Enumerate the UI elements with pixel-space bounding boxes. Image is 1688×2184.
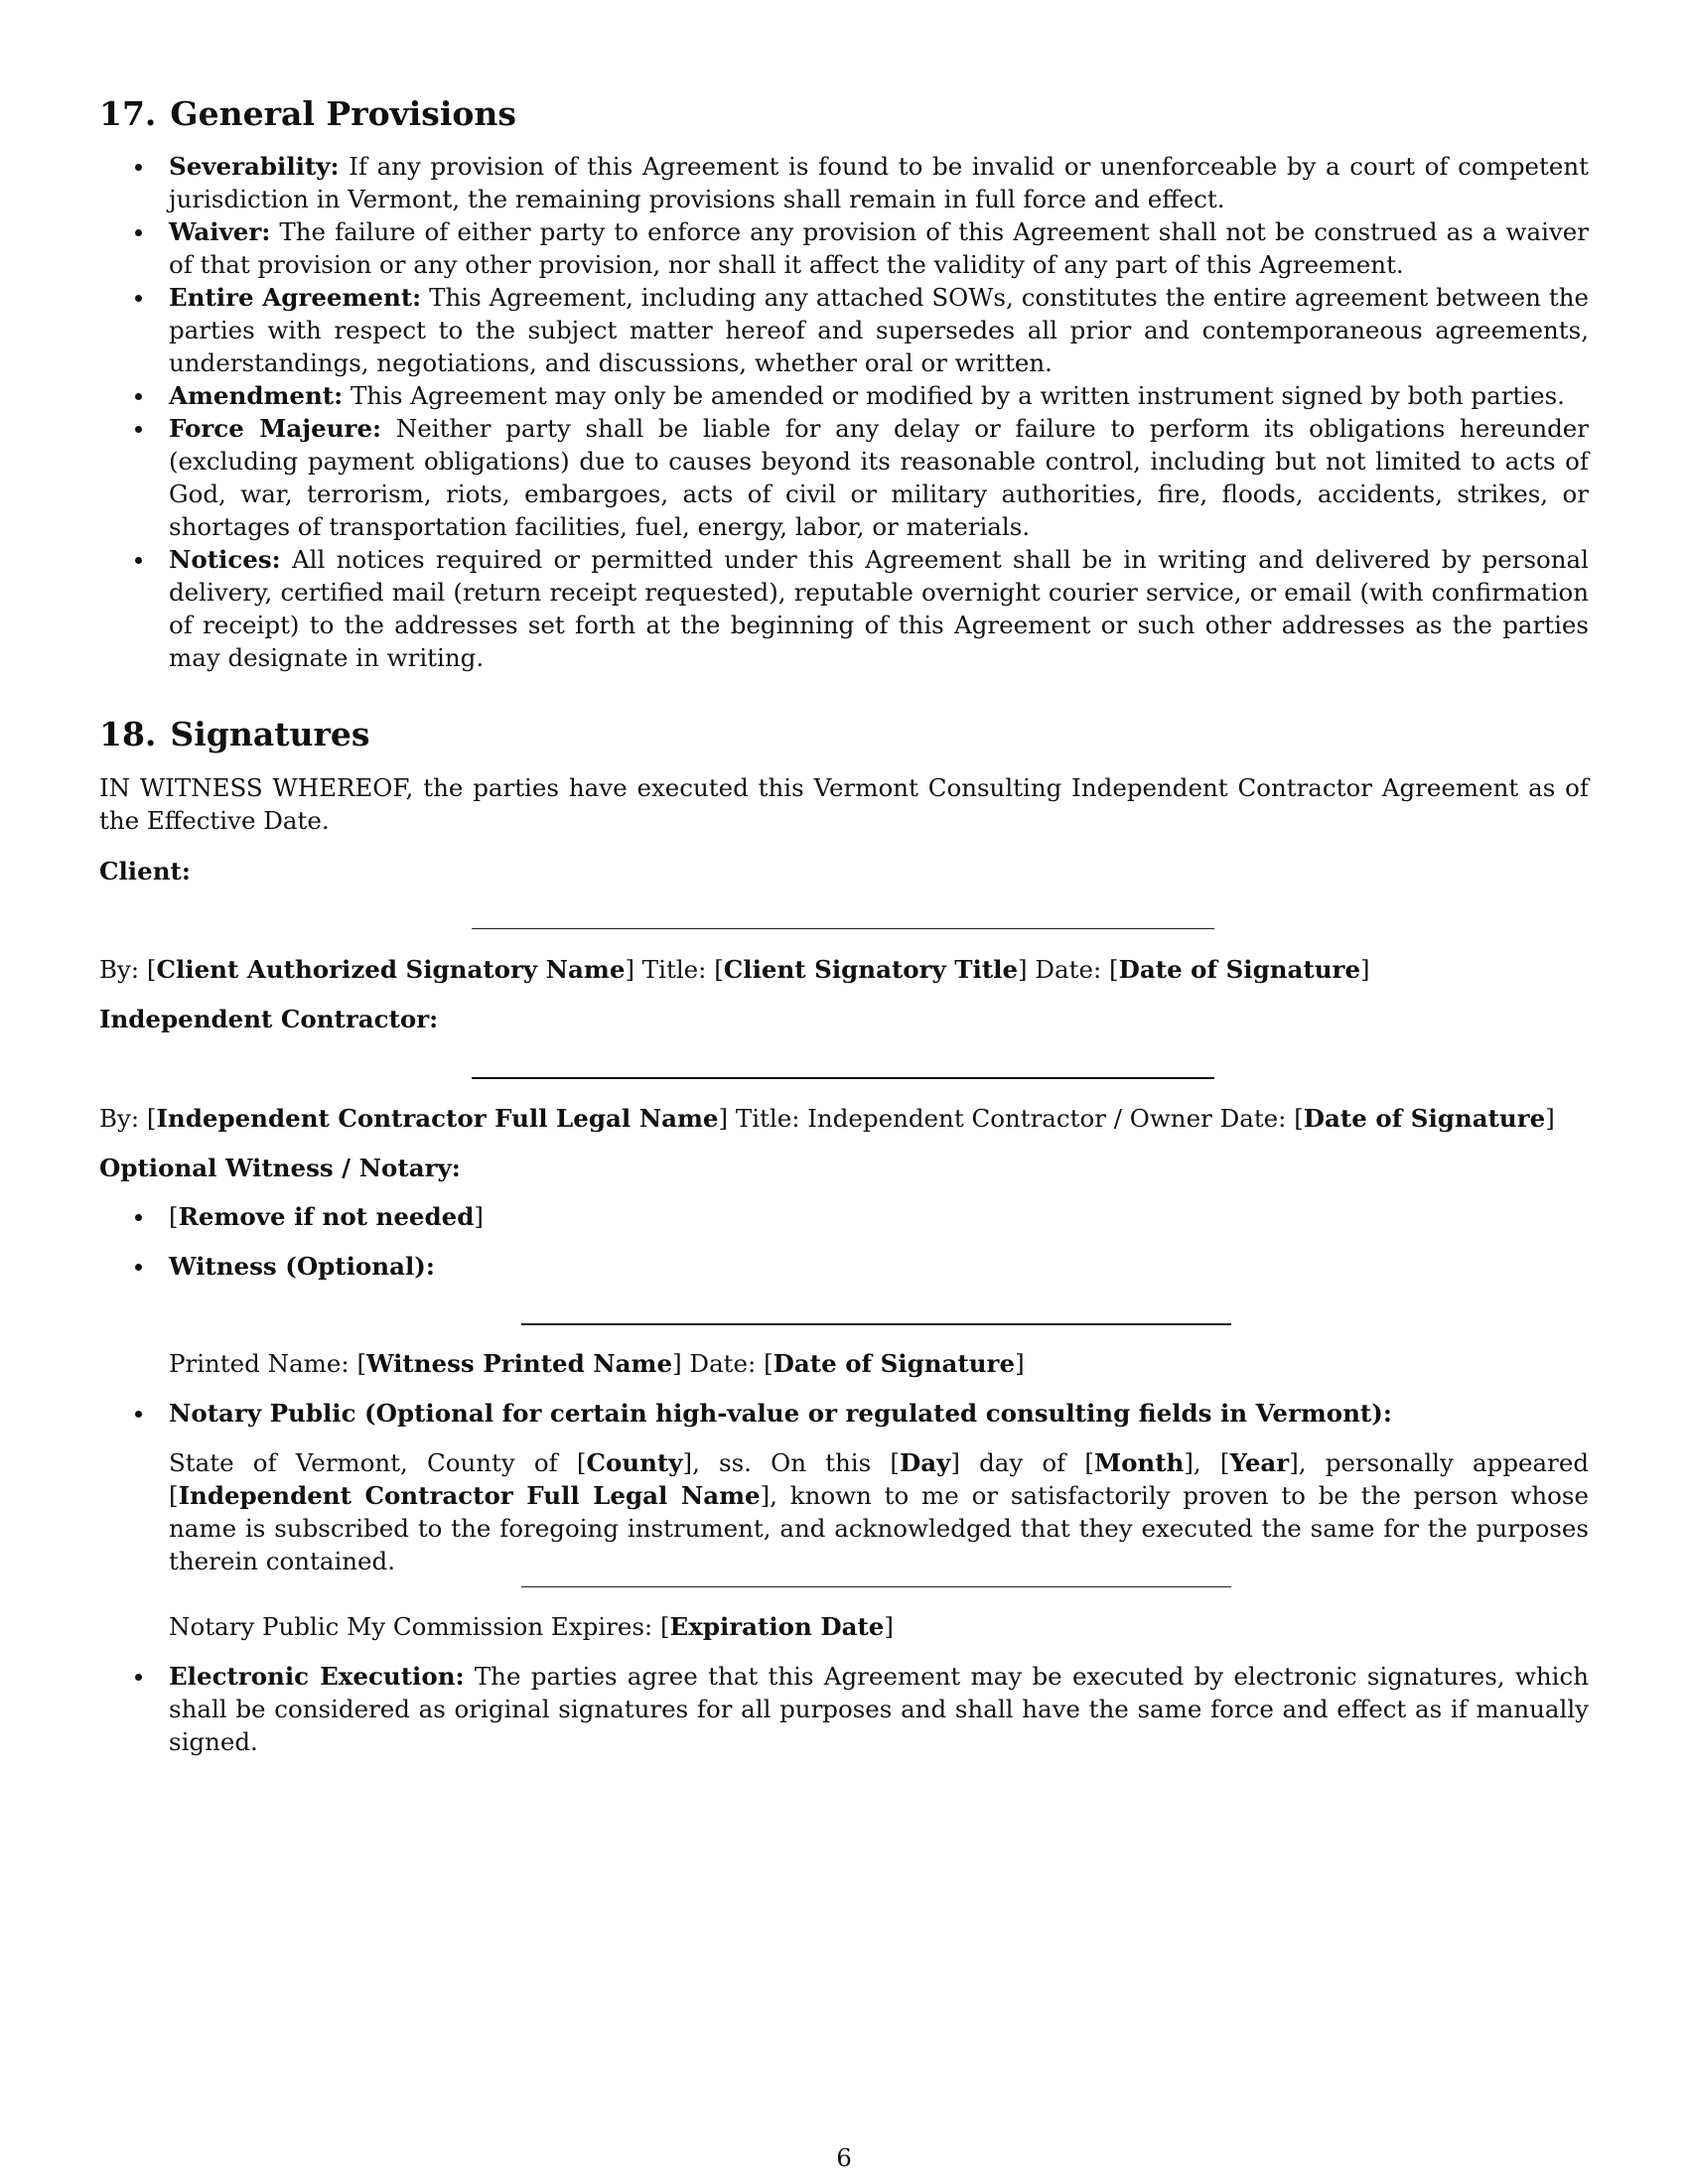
notary-contractor-name: Independent Contractor Full Legal Name <box>178 1481 761 1510</box>
client-signature-date: Date of Signature <box>1118 955 1361 984</box>
notary-label: Notary Public (Optional for certain high-value or regulated consulting fields in Vermont): <box>169 1399 1392 1428</box>
notary-paragraph: State of Vermont, County of [County], ss. On this [Day] day of [Month], [Year], personally appeared [Independent Contractor Full Legal Name], known to me or satisfactorily proven to be the person whose name is subscribed to the foregoing instrument, and acknowledged that they executed the same for the purposes therein contained. <box>169 1448 1589 1575</box>
county-placeholder: County <box>586 1448 683 1477</box>
section-18-heading <box>99 715 369 754</box>
bullet-icon <box>135 1674 142 1681</box>
general-provisions-list <box>99 150 1589 674</box>
list-item <box>99 215 1589 281</box>
section-title: Signatures <box>170 715 370 753</box>
page-number: 6 <box>836 2143 852 2172</box>
witness-printed-name: Witness Printed Name <box>366 1349 673 1378</box>
optional-heading <box>99 1152 461 1184</box>
optional-heading-text: Optional Witness / Notary: <box>99 1154 461 1182</box>
item-text: Neither party shall be liable for any delay or failure to perform its obligations hereunder (excluding payment obligations) due to causes beyond its reasonable control, including but not limited to acts of God, war, terrorism, riots, embargoes, acts of civil or military authorities, fire, floods, accidents, strikes, or shortages of transportation facilities, fuel, energy, labor, or materials. <box>169 414 1589 541</box>
contractor-heading-text: Independent Contractor: <box>99 1005 439 1033</box>
item-text: If any provision of this Agreement is found to be invalid or unenforceable by a court of competent jurisdiction in Vermont, the remaining provisions shall remain in full force and effect. <box>169 152 1589 213</box>
electronic-label: Electronic Execution: <box>169 1662 465 1691</box>
client-signature-line[interactable] <box>472 928 1214 929</box>
notary-commission-block: Notary Public My Commission Expires: [Expiration Date] <box>169 1612 894 1641</box>
section-number: 17. <box>99 94 157 133</box>
date-label: Date: <box>1035 955 1102 984</box>
contractor-heading <box>99 1003 438 1035</box>
by-label: By: <box>99 955 140 984</box>
contractor-signature-line[interactable] <box>472 1077 1214 1079</box>
electronic-text: The parties agree that this Agreement may be executed by electronic signatures, which shall be considered as original signatures for all purposes and shall have the same force and effect as if manually signed. <box>169 1662 1589 1756</box>
remove-note: Remove if not needed <box>178 1202 475 1231</box>
witness-intro: IN WITNESS WHEREOF, the parties have executed this Vermont Consulting Independent Contractor Agreement as of the Effective Date. <box>99 773 1589 835</box>
by-label: By: <box>99 1104 140 1133</box>
month-placeholder: Month <box>1093 1448 1185 1477</box>
item-label: Amendment: <box>169 381 344 410</box>
year-placeholder: Year <box>1229 1448 1290 1477</box>
item-text: The failure of either party to enforce any provision of this Agreement shall not be construed as a waiver of that provision or any other provision, nor shall it affect the validity of any part of this Agreement. <box>169 217 1589 279</box>
list-item <box>99 543 1589 674</box>
day-placeholder: Day <box>899 1448 951 1477</box>
witness-date: Date of Signature <box>773 1349 1016 1378</box>
contractor-signature-date: Date of Signature <box>1303 1104 1546 1133</box>
contractor-signature-block: By: [Independent Contractor Full Legal Name] Title: Independent Contractor / Owner Date: [Date of Signature] <box>99 1104 1555 1133</box>
notary-text: day of <box>979 1448 1066 1477</box>
notary-text: State of Vermont, County of <box>169 1448 558 1477</box>
list-item: [Remove if not needed] <box>99 1200 1589 1233</box>
bullet-icon <box>135 1214 142 1221</box>
date-label: Date: <box>689 1349 757 1378</box>
item-label: Entire Agreement: <box>169 283 422 312</box>
contractor-title-text: Title: Independent Contractor / Owner Date: <box>735 1104 1287 1133</box>
item-label: Severability: <box>169 152 340 181</box>
item-text: All notices required or permitted under this Agreement shall be in writing and delivered by personal delivery, certified mail (return receipt requested), reputable overnight courier service, or email (with confirmation of receipt) to the addresses set forth at the beginning of this Agreement or such other addresses as the parties may designate in writing. <box>169 545 1589 672</box>
notary-text: , personally appeared <box>1298 1448 1589 1477</box>
notary-text: , ss. On this <box>692 1448 872 1477</box>
list-item <box>99 150 1589 215</box>
bullet-icon <box>135 295 142 302</box>
list-item <box>99 1250 1589 1283</box>
item-text: This Agreement, including any attached SOWs, constitutes the entire agreement between the parties with respect to the subject matter hereof and supersedes all prior and contemporaneous agreements, understandings, negotiations, and discussions, whether oral or written. <box>169 283 1590 377</box>
bullet-icon <box>135 164 142 171</box>
title-label: Title: <box>641 955 707 984</box>
bullet-icon <box>135 1264 142 1271</box>
list-item <box>99 1660 1589 1758</box>
list-item <box>99 379 1589 412</box>
commission-label: Notary Public My Commission Expires: <box>169 1612 653 1641</box>
bullet-icon <box>135 229 142 236</box>
list-item <box>99 1397 1589 1430</box>
item-text: This Agreement may only be amended or modified by a written instrument signed by both parties. <box>350 381 1565 410</box>
section-17-heading <box>99 94 516 134</box>
item-label: Notices: <box>169 545 281 574</box>
notary-signature-line[interactable] <box>521 1586 1231 1587</box>
list-item <box>99 281 1589 379</box>
notary-text: , known to me or satisfactorily proven to be the person whose name is subscribed to the foregoing instrument, and acknowledged that they executed the same for the purposes therein contained. <box>169 1481 1589 1575</box>
section-number: 18. <box>99 715 157 753</box>
bullet-icon <box>135 557 142 564</box>
witness-signature-line[interactable] <box>521 1323 1231 1325</box>
witness-printed-block: Printed Name: [Witness Printed Name] Date: [Date of Signature] <box>169 1349 1025 1378</box>
item-label: Force Majeure: <box>169 414 382 443</box>
client-signatory-title: Client Signatory Title <box>723 955 1019 984</box>
client-heading-text: Client: <box>99 857 191 886</box>
bullet-icon <box>135 1411 142 1418</box>
contractor-name: Independent Contractor Full Legal Name <box>156 1104 719 1133</box>
client-signature-block: By: [Client Authorized Signatory Name] Title: [Client Signatory Title] Date: [Date of Signature] <box>99 955 1370 984</box>
bullet-icon <box>135 393 142 400</box>
section-title: General Provisions <box>170 94 517 133</box>
item-label: Waiver: <box>169 217 271 246</box>
client-heading <box>99 855 191 887</box>
witness-label: Witness (Optional): <box>169 1252 435 1281</box>
bullet-icon <box>135 426 142 433</box>
client-signatory-name: Client Authorized Signatory Name <box>156 955 626 984</box>
expiration-date: Expiration Date <box>669 1612 885 1641</box>
list-item <box>99 412 1589 543</box>
printed-name-label: Printed Name: <box>169 1349 350 1378</box>
